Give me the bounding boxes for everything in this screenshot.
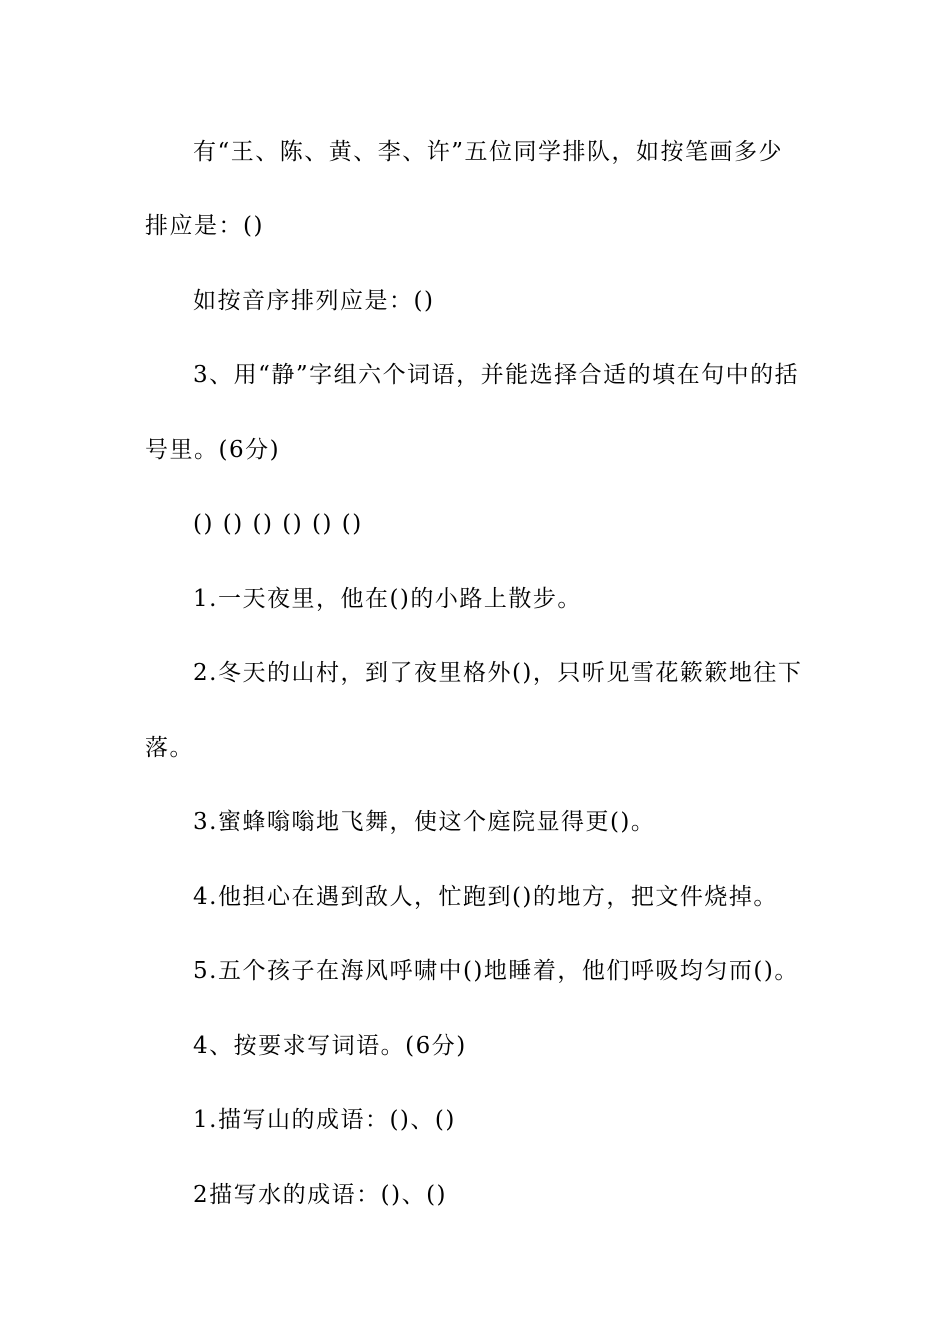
sentence-2-continued: 落。	[145, 735, 194, 761]
text-line-5: 号里。(6分)	[145, 437, 281, 463]
blank-brackets-row: () () () () () ()	[193, 511, 363, 537]
question-4-heading: 4、按要求写词语。(6分)	[193, 1033, 467, 1059]
sentence-1: 1.一天夜里，他在()的小路上散步。	[193, 586, 582, 612]
text-line-1: 有“王、陈、黄、李、许”五位同学排队，如按笔画多少	[193, 139, 784, 165]
sentence-2: 2.冬天的山村，到了夜里格外()，只听见雪花簌簌地往下	[193, 660, 803, 686]
idiom-water: 2描写水的成语：()、()	[193, 1182, 448, 1208]
sentence-5: 5.五个孩子在海风呼啸中()地睡着，他们呼吸均匀而()。	[193, 958, 799, 984]
sentence-3: 3.蜜蜂嗡嗡地飞舞，使这个庭院显得更()。	[193, 809, 656, 835]
sentence-4: 4.他担心在遇到敌人，忙跑到()的地方，把文件烧掉。	[193, 884, 778, 910]
idiom-mountain: 1.描写山的成语：()、()	[193, 1107, 456, 1133]
question-3-heading: 3、用“静”字组六个词语，并能选择合适的填在句中的括	[193, 362, 800, 388]
text-line-3: 如按音序排列应是：()	[193, 288, 435, 314]
text-line-2: 排应是：()	[145, 213, 264, 239]
